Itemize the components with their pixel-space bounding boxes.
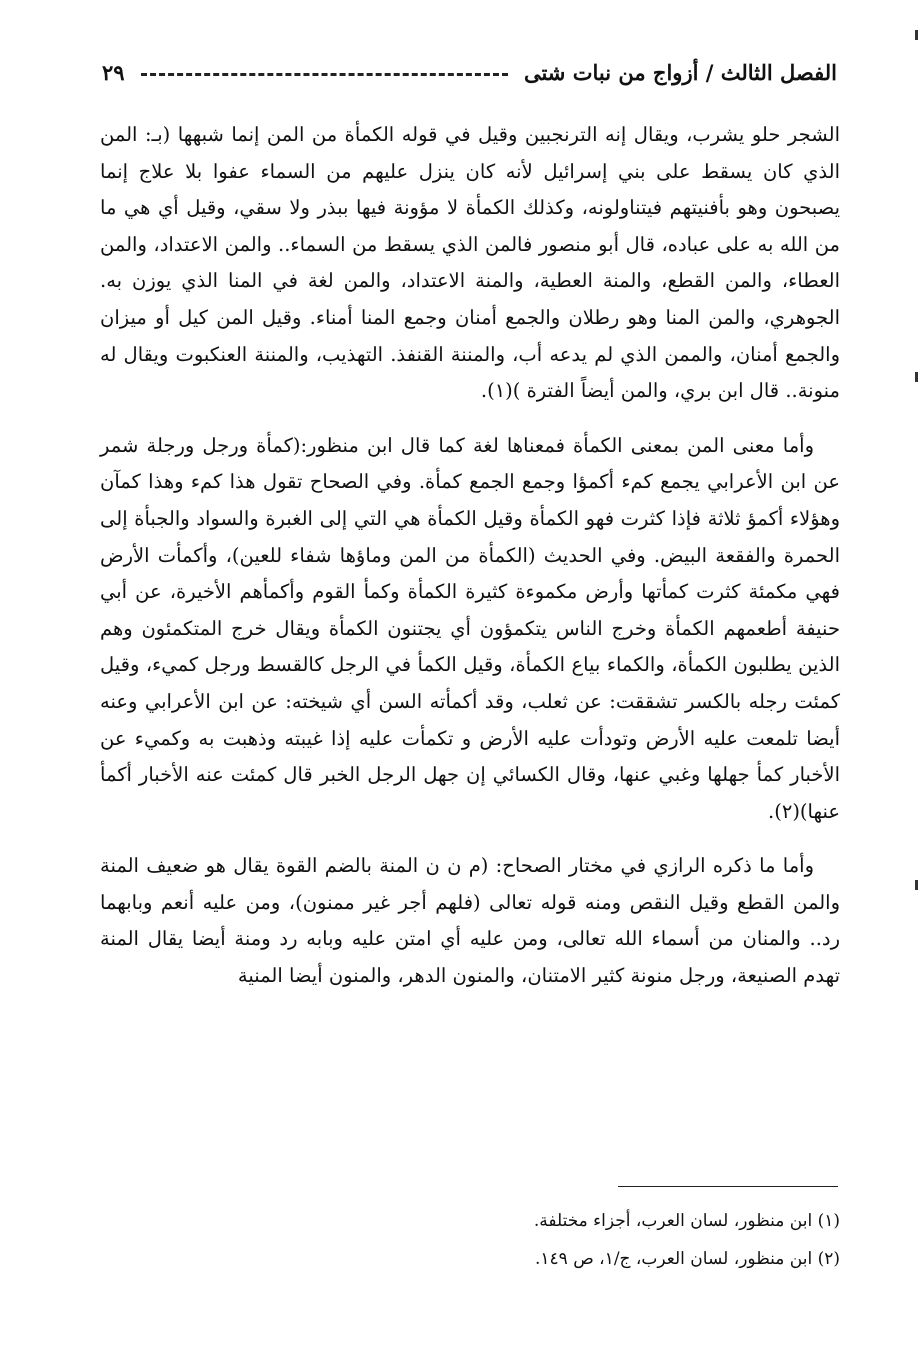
header-leader-dots bbox=[141, 73, 508, 76]
footnote-2: (٢) ابن منظور، لسان العرب، ج/١، ص ١٤٩. bbox=[535, 1249, 840, 1269]
footnote-separator bbox=[618, 1186, 838, 1187]
paragraph-1: الشجر حلو يشرب، ويقال إنه الترنجبين وقيل في قوله الكمأة من المن إنما شبهها (بـ: المن الذي كان يسقط على بني إسرائيل لأنه كان ينزل عليهم من السماء عفوا بلا علاج إنما يصبحون وهو بأفنيتهم فيتناولونه، وكذلك الكمأة لا مؤونة فيها ببذر ولا سقي، وقيل أي هي ما من الله به على عباده، قال أبو منصور فالمن الذي يسقط من السماء.. والمن الاعتداد، والمن العطاء، والمن القطع، والمنة العطية، والمنة الاعتداد، والمن لغة في المنا الذي يوزن به. الجوهري، والمن المنا وهو رطلان والجمع أمنان وجمع المنا أمناء. وقيل المن كيل أو ميزان والجمع أمنان، والممن الذي لم يدعه أب، والمننة القنفذ. التهذيب، والمننة العنكبوت ويقال له منونة.. قال ابن بري، والمن أيضاً الفترة )(١). bbox=[100, 123, 840, 403]
margin-mark bbox=[915, 30, 918, 40]
main-text bbox=[100, 117, 840, 995]
margin-mark bbox=[915, 880, 918, 890]
paragraph-2: وأما معنى المن بمعنى الكمأة فمعناها لغة كما قال ابن منظور:(كمأة ورجل ورجلة شمر عن ابن الأعرابي يجمع كمء أكمؤا وجمع الجمع كمأة. وفي الصحاح تقول هذا كمء وهذا كمآن وهؤلاء أكمؤ ثلاثة فإذا كثرت فهو الكمأة وقيل الكمأة هي التي إلى الغبرة والسواد والجبأة إلى الحمرة والفقعة البيض. وفي الحديث (الكمأة من المن وماؤها شفاء للعين)، وأكمأت الأرض فهي مكمئة كثرت كمأتها وأرض مكموءة كثيرة الكمأة وكمأ القوم وأكمأهم الأخيرة، عن أبي حنيفة أطعمهم الكمأة وخرج الناس يتكمؤون أي يجتنون الكمأة ويقال خرج المتكمئون وهم الذين يطلبون الكمأة، والكماء بياع الكمأة، وقيل الكمأ في الرجل كالقسط ورجل كميء، وقيل كمئت رجله بالكسر تشققت: عن ثعلب، وقد أكمأته السن أي شيخته: عن ابن الأعرابي وعنه أيضا تلمعت عليه الأرض وتودأت عليه الأرض و تكمأت عليه إذا غيبته وذهبت به وكميء عن الأخبار كمأ جهلها وغبي عنها، وقال الكسائي إن جهل الرجل الخبر قال كمئت عنه الأخبار أكمأ عنها)(٢). bbox=[100, 433, 840, 823]
footnote-1: (١) ابن منظور، لسان العرب، أجزاء مختلفة. bbox=[533, 1211, 840, 1231]
margin-mark bbox=[915, 372, 918, 382]
paragraph-3: وأما ما ذكره الرازي في مختار الصحاح: (م ن ن المنة بالضم القوة يقال هو ضعيف المنة والمن القطع وقيل النقص ومنه قوله تعالى (فلهم أجر غير ممنون)، ومن عليه أنعم وبابهما رد.. والمنان من أسماء الله تعالى، ومن عليه أي امتن عليه وبابه رد ومنة أيضا يقال المنة تهدم الصنيعة، ورجل منونة كثير الامتنان، والمنون الدهر، والمنون أيضا المنية bbox=[100, 854, 840, 988]
footnotes bbox=[100, 1202, 840, 1278]
page-number: ٢٩ bbox=[102, 59, 125, 85]
chapter-title: الفصل الثالث / أزواج من نبات شتى bbox=[523, 59, 837, 85]
running-header bbox=[102, 52, 837, 92]
